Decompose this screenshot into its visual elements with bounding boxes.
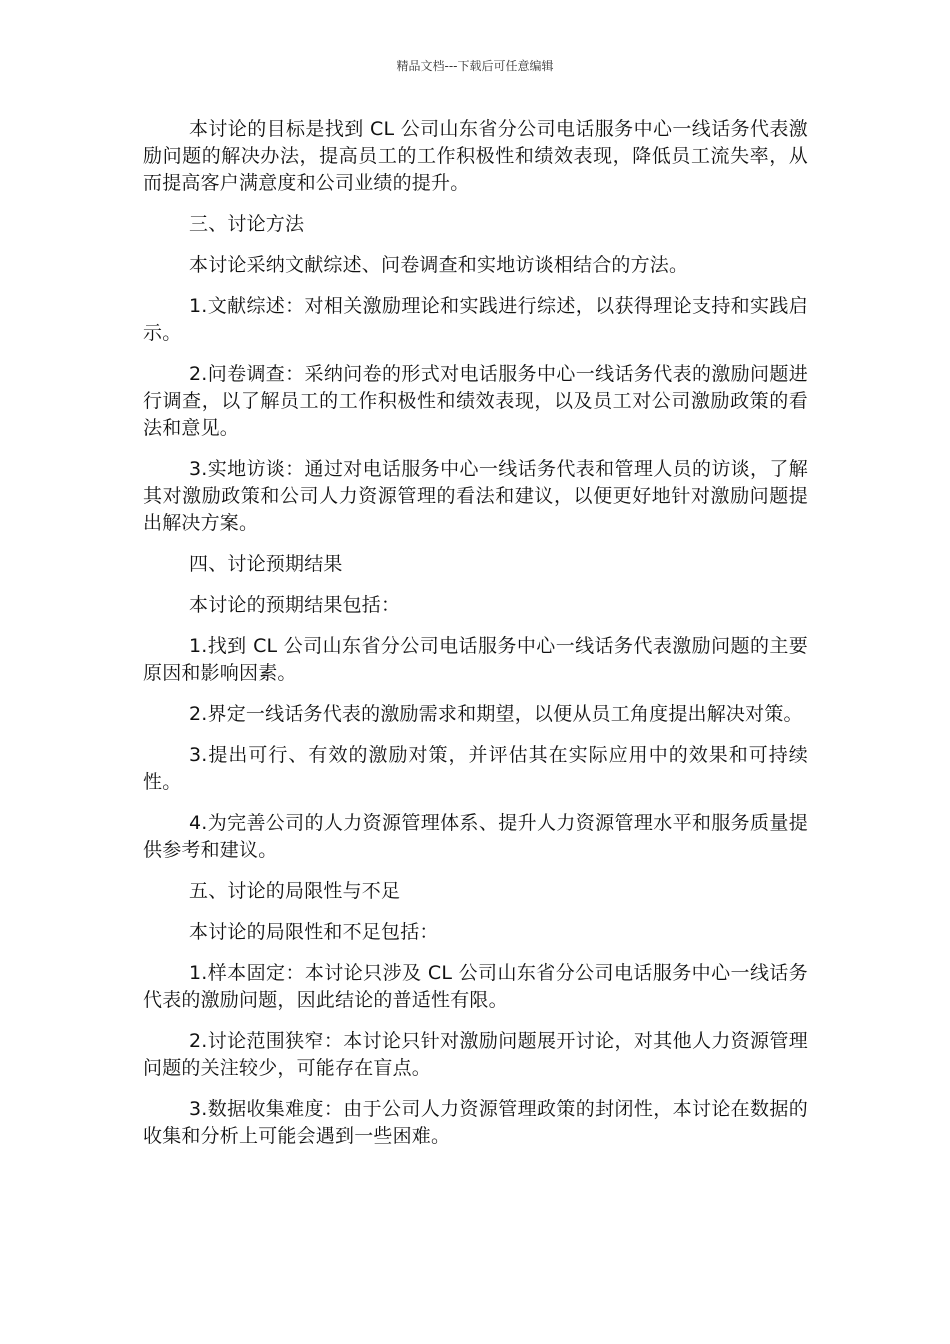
list-item-limitation-1: 1.样本固定：本讨论只涉及 CL 公司山东省分公司电话服务中心一线话务代表的激励问题，因此结论的普适性有限。	[143, 962, 808, 1011]
section-heading-expected-results: 四、讨论预期结果	[189, 553, 343, 575]
list-item-limitation-3: 3.数据收集难度：由于公司人力资源管理政策的封闭性，本讨论在数据的收集和分析上可能会遇到一些困难。	[143, 1098, 808, 1147]
section-heading-methods: 三、讨论方法	[189, 213, 305, 235]
document-body	[143, 116, 808, 1164]
list-item-literature-review: 1.文献综述：对相关激励理论和实践进行综述，以获得理论支持和实践启示。	[143, 295, 808, 344]
section-heading-limitations: 五、讨论的局限性与不足	[189, 880, 401, 902]
page-header: 精品文档---下载后可任意编辑	[396, 59, 554, 73]
list-item-expected-3: 3.提出可行、有效的激励对策，并评估其在实际应用中的效果和可持续性。	[143, 744, 808, 793]
paragraph-objective: 本讨论的目标是找到 CL 公司山东省分公司电话服务中心一线话务代表激励问题的解决办法，提高员工的工作积极性和绩效表现，降低员工流失率，从而提高客户满意度和公司业绩的提升。	[143, 118, 808, 194]
paragraph-methods-intro: 本讨论采纳文献综述、问卷调查和实地访谈相结合的方法。	[189, 254, 689, 276]
list-item-expected-2: 2.界定一线话务代表的激励需求和期望，以便从员工角度提出解决对策。	[189, 703, 803, 725]
list-item-limitation-2: 2.讨论范围狭窄：本讨论只针对激励问题展开讨论，对其他人力资源管理问题的关注较少，可能存在盲点。	[143, 1030, 808, 1079]
paragraph-limitations-intro: 本讨论的局限性和不足包括：	[189, 921, 439, 943]
paragraph-expected-results-intro: 本讨论的预期结果包括：	[189, 594, 401, 616]
list-item-expected-4: 4.为完善公司的人力资源管理体系、提升人力资源管理水平和服务质量提供参考和建议。	[143, 812, 808, 861]
list-item-field-interview: 3.实地访谈：通过对电话服务中心一线话务代表和管理人员的访谈，了解其对激励政策和公司人力资源管理的看法和建议，以便更好地针对激励问题提出解决方案。	[143, 458, 808, 534]
list-item-questionnaire: 2.问卷调查：采纳问卷的形式对电话服务中心一线话务代表的激励问题进行调查，以了解员工的工作积极性和绩效表现，以及员工对公司激励政策的看法和意见。	[143, 363, 808, 439]
list-item-expected-1: 1.找到 CL 公司山东省分公司电话服务中心一线话务代表激励问题的主要原因和影响因素。	[143, 635, 808, 684]
